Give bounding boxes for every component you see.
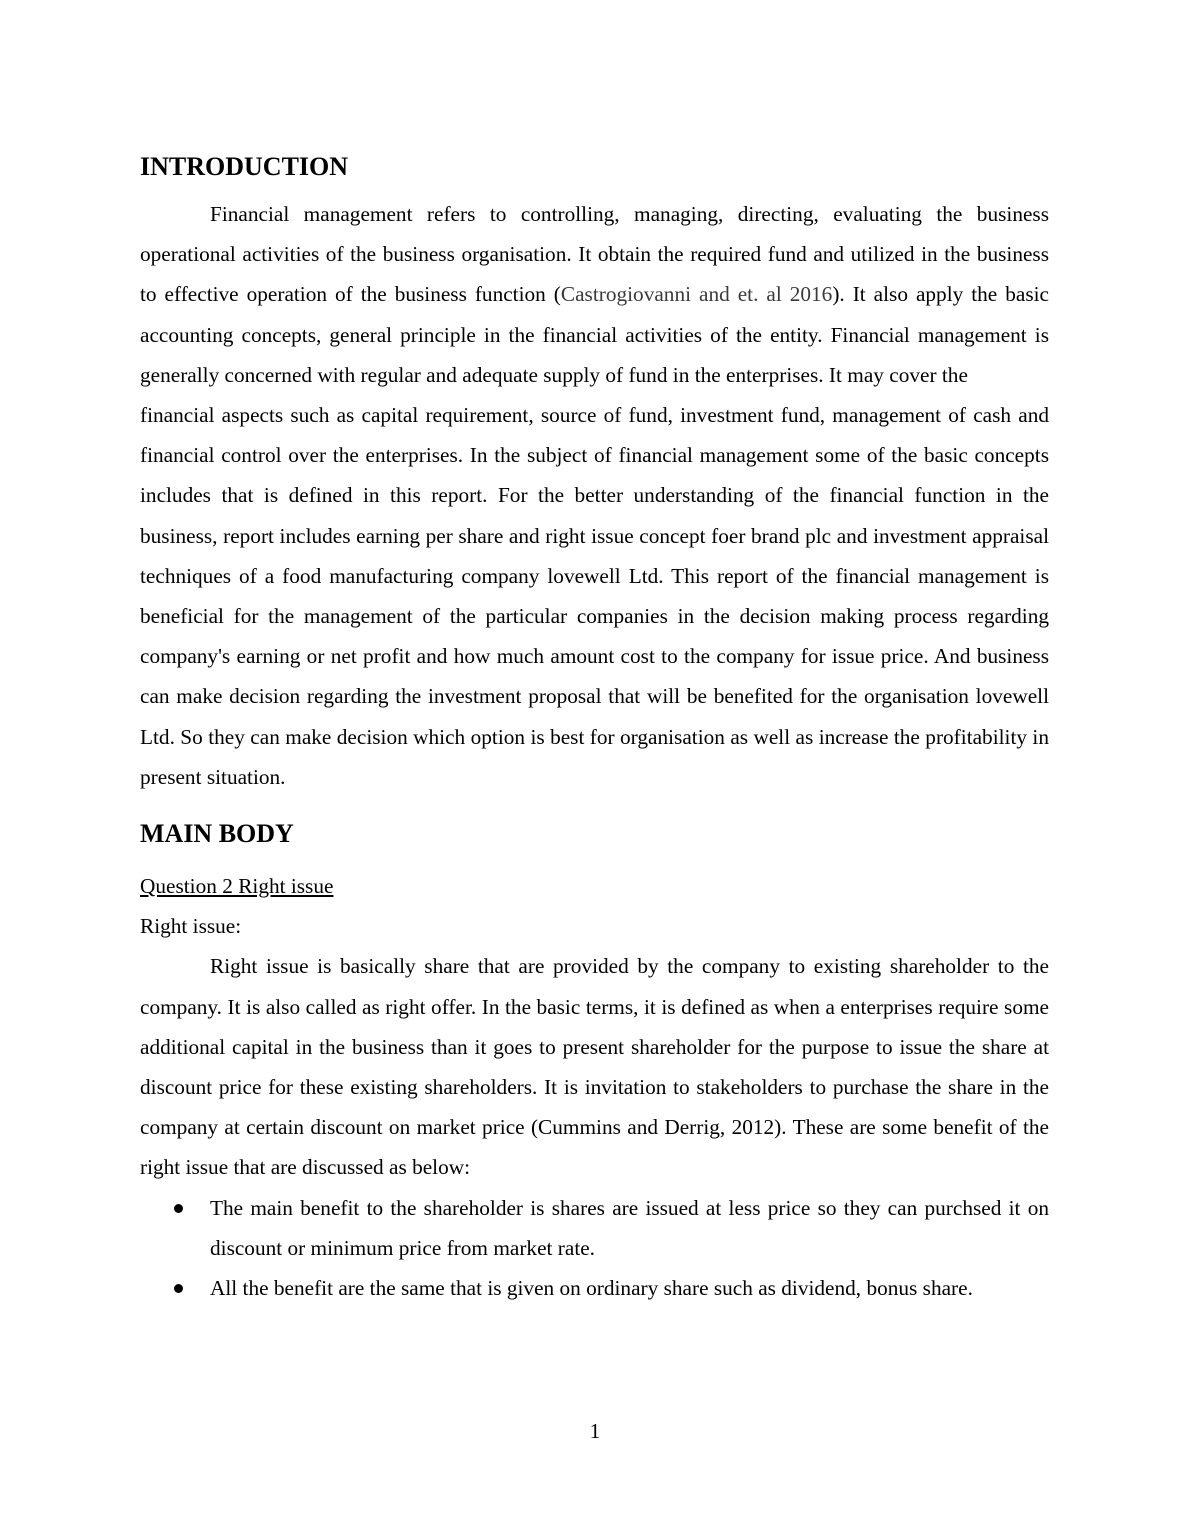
citation-castrogiovanni: Castrogiovanni and et. al 2016 <box>560 282 833 307</box>
bullet-text: All the benefit are the same that is given on ordinary share such as dividend, bonus share. <box>210 1276 973 1301</box>
list-item <box>140 1188 1049 1268</box>
intro-text-part-2: ). It also apply the basic accounting concepts, general principle in the financial activities of the entity. Financial management is generally concerned with regular and adequate supply of fund in the enterprises. It may cover the <box>140 282 1049 387</box>
introduction-paragraph-1 <box>140 194 1049 395</box>
bullet-text: The main benefit to the shareholder is shares are issued at less price so they can purchsed it on discount or minimum price from market rate. <box>210 1195 1049 1260</box>
document-page <box>140 150 1049 1308</box>
introduction-paragraph-2: financial aspects such as capital requirement, source of fund, investment fund, management of cash and financial control over the enterprises. In the subject of financial management some of the basic concepts includes that is defined in this report. For the better understanding of the financial function in the business, report includes earning per share and right issue concept foer brand plc and investment appraisal techniques of a food manufacturing company lovewell Ltd. This report of the financial management is beneficial for the management of the particular companies in the decision making process regarding company's earning or net profit and how much amount cost to the company for issue price. And business can make decision regarding the investment proposal that will be benefited for the organisation lovewell Ltd. So they can make decision which option is best for organisation as well as increase the profitability in present situation. <box>140 403 1049 789</box>
list-item <box>140 1268 1049 1308</box>
right-issue-paragraph: Right issue is basically share that are provided by the company to existing shareholder to the company. It is also called as right offer. In the basic terms, it is defined as when a enterprises require some additional capital in the business than it goes to present shareholder for the purpose to issue the share at discount price for these existing shareholders. It is invitation to stakeholders to purchase the share in the company at certain discount on market price (Cummins and Derrig, 2012). These are some benefit of the right issue that are discussed as below: <box>140 954 1049 1180</box>
question-2-title: Question 2 Right issue <box>140 874 334 899</box>
benefits-list <box>140 1188 1049 1309</box>
right-issue-label: Right issue: <box>140 914 242 939</box>
bullet-icon <box>174 1284 183 1293</box>
introduction-heading: INTRODUCTION <box>140 152 349 181</box>
main-body-heading: MAIN BODY <box>140 819 294 849</box>
intro-text-part-1: Financial management refers to controlling, managing, directing, evaluating the business operational activities of the business organisation. It obtain the required fund and utilized in the business to effective operation of the business function ( <box>140 202 1049 307</box>
bullet-icon <box>174 1204 183 1213</box>
page-number: 1 <box>589 1419 601 1443</box>
